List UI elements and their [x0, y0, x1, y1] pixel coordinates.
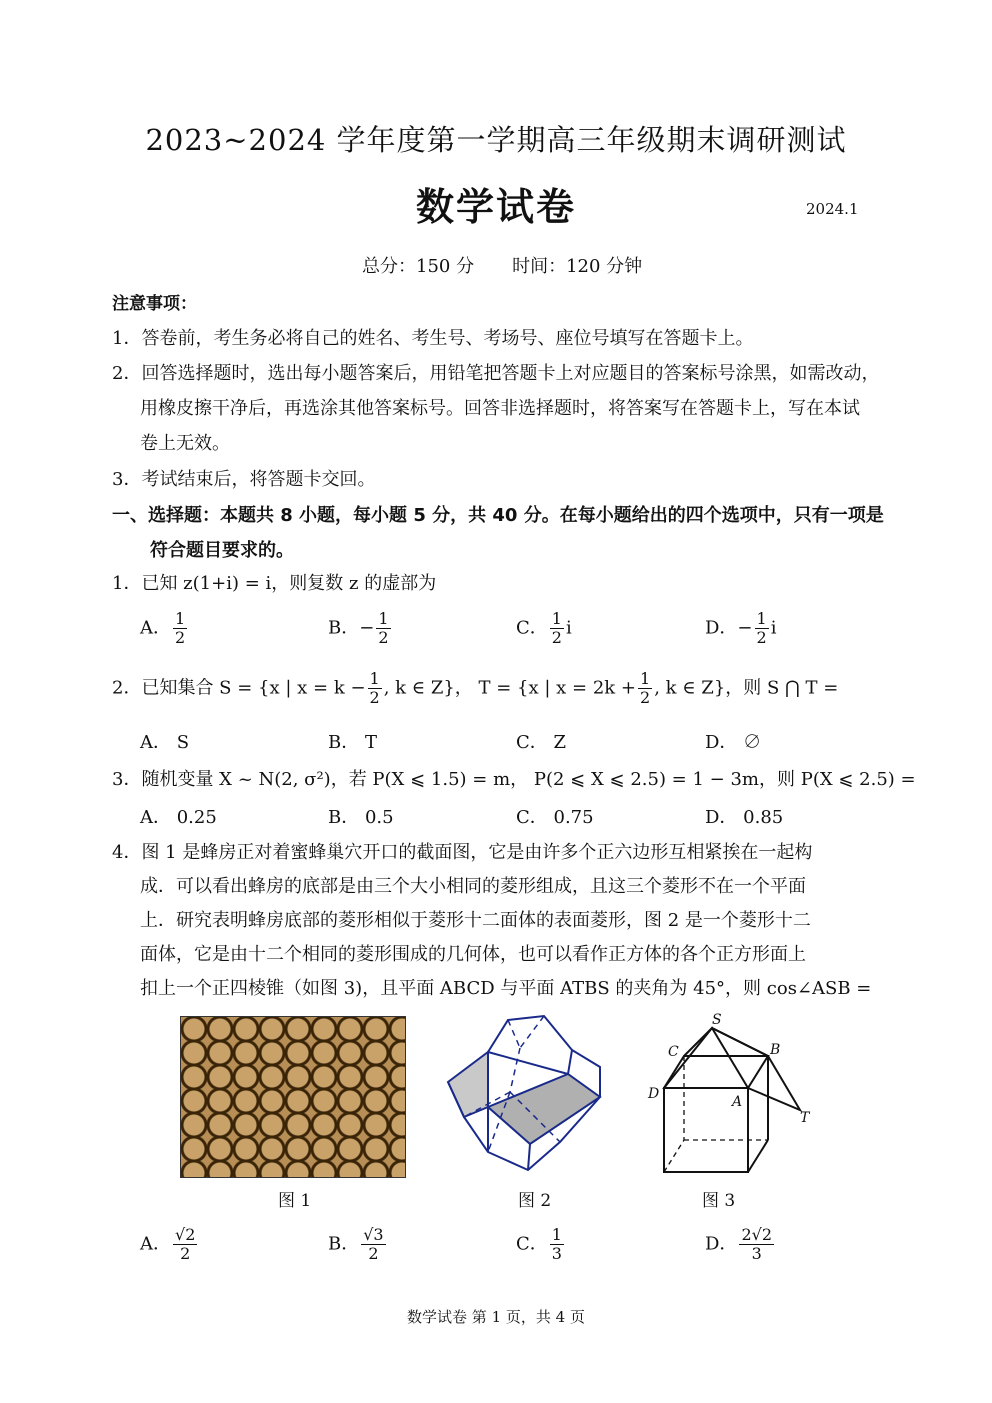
q4-option-c: [516, 1226, 566, 1263]
total-score: 总分：150 分: [362, 256, 475, 277]
fraction: [173, 610, 187, 647]
label-s: S: [712, 1012, 722, 1028]
question-4-line: 上．研究表明蜂房底部的菱形相似于菱形十二面体的表面菱形，图 2 是一个菱形十二: [140, 910, 811, 931]
fraction: [550, 610, 564, 647]
section-heading: 一、选择题：本题共 8 小题，每小题 5 分，共 40 分。在每小题给出的四个选项中，只有一项是: [112, 505, 884, 526]
option-label: C．: [516, 617, 548, 639]
option-label: D．: [705, 1233, 738, 1255]
question-4-line: 4．图 1 是蜂房正对着蜜蜂巢穴开口的截面图，它是由许多个正六边形互相紧挨在一起构: [112, 842, 813, 863]
frac-num: 2√2: [741, 1225, 772, 1244]
label-a: A: [732, 1094, 743, 1110]
note-item: 2．回答选择题时，选出每小题答案后，用铅笔把答题卡上对应题目的答案标号涂黑，如需改动，: [112, 363, 880, 384]
imag-unit: i: [770, 617, 777, 639]
frac-num: √3: [363, 1225, 384, 1244]
frac-den: 2: [551, 628, 562, 647]
q4-option-d: [705, 1226, 776, 1263]
notes-heading: 注意事项：: [112, 294, 197, 314]
frac-num: 1: [175, 609, 186, 628]
frac-num: 1: [551, 1225, 562, 1244]
frac-num: 1: [756, 609, 767, 628]
option-label: D．−: [705, 617, 753, 639]
frac-den: 3: [551, 1244, 562, 1263]
exam-subtitle: 数学试卷: [415, 184, 576, 229]
note-item: 3．考试结束后，将答题卡交回。: [112, 469, 376, 490]
rhombic-dodecahedron-figure: [440, 1012, 610, 1177]
q2-text: , k ∈ Z}， T = {x | x = 2k +: [383, 677, 636, 699]
frac-num: 1: [551, 609, 562, 628]
frac-den: 2: [756, 628, 767, 647]
option-label: C．: [516, 1233, 548, 1255]
question-4-line: 面体，它是由十二个相同的菱形围成的几何体，也可以看作正方体的各个正方形面上: [140, 944, 806, 965]
frac-den: 2: [368, 1244, 379, 1263]
fraction: [638, 670, 652, 707]
exam-meta: [362, 252, 642, 278]
figure-1-caption: 图 1: [278, 1191, 312, 1211]
q4-option-a: [140, 1226, 199, 1263]
note-item: 卷上无效。: [140, 433, 230, 454]
q2-option-c: C． Z: [516, 732, 567, 753]
label-c: C: [668, 1044, 679, 1060]
fraction: [550, 1226, 564, 1263]
frac-den: 2: [180, 1244, 191, 1263]
note-item: 1．答卷前，考生务必将自己的姓名、考生号、考场号、座位号填写在答题卡上。: [112, 328, 754, 349]
question-4-line: 成．可以看出蜂房的底部是由三个大小相同的菱形组成，且这三个菱形不在一个平面: [140, 876, 806, 897]
fraction: [739, 1226, 774, 1263]
frac-num: 1: [640, 669, 651, 688]
honeycomb-photo: [180, 1016, 406, 1178]
exam-title: 2023~2024 学年度第一学期高三年级期末调研测试: [145, 123, 847, 157]
q3-option-b: B． 0.5: [328, 807, 394, 828]
fraction: [755, 610, 769, 647]
question-1-stem: 1．已知 z(1+i) = i，则复数 z 的虚部为: [112, 573, 437, 594]
frac-den: 2: [640, 688, 651, 707]
frac-den: 3: [751, 1244, 762, 1263]
figure-3-caption: 图 3: [702, 1191, 736, 1211]
note-item: 用橡皮擦干净后，再选涂其他答案标号。回答非选择题时，将答案写在答题卡上，写在本试: [140, 398, 860, 419]
q1-option-a: [140, 610, 189, 647]
q1-option-d: [705, 610, 776, 647]
question-3-stem: 3．随机变量 X ~ N(2, σ²)，若 P(X ⩽ 1.5) = m， P(2 ⩽ X ⩽ 2.5) = 1 − 3m，则 P(X ⩽ 2.5) =: [112, 769, 916, 790]
question-2-stem: [112, 670, 838, 707]
q2-text: , k ∈ Z}，则 S ⋂ T =: [654, 677, 839, 699]
q3-option-c: C． 0.75: [516, 807, 594, 828]
option-label: B．: [328, 1233, 360, 1255]
q2-option-b: B． T: [328, 732, 377, 753]
fraction: [368, 670, 382, 707]
frac-den: 2: [175, 628, 186, 647]
fraction: [361, 1226, 385, 1263]
fraction: [376, 610, 390, 647]
q3-option-a: A． 0.25: [140, 807, 217, 828]
q2-option-d: D． ∅: [705, 732, 762, 753]
frac-num: 1: [369, 669, 380, 688]
q2-option-a: A． S: [140, 732, 190, 753]
label-b: B: [770, 1042, 781, 1058]
option-label: B．−: [328, 617, 375, 639]
label-d: D: [648, 1086, 660, 1102]
q4-option-b: [328, 1226, 388, 1263]
page-footer: 数学试卷 第 1 页，共 4 页: [407, 1308, 585, 1326]
exam-time: 时间：120 分钟: [512, 256, 643, 277]
figure-2-caption: 图 2: [518, 1191, 552, 1211]
fraction: [173, 1226, 197, 1263]
q3-option-d: D． 0.85: [705, 807, 784, 828]
section-heading-cont: 符合题目要求的。: [150, 540, 294, 561]
q2-text: 2．已知集合 S = {x | x = k −: [112, 677, 366, 699]
question-4-line: 扣上一个正四棱锥（如图 3)，且平面 ABCD 与平面 ATBS 的夹角为 45°，则 cos∠ASB =: [140, 978, 872, 999]
q1-option-b: [328, 610, 393, 647]
frac-num: √2: [175, 1225, 196, 1244]
cube-pyramid-figure: [640, 1012, 820, 1182]
frac-den: 2: [369, 688, 380, 707]
option-label: A．: [140, 1233, 171, 1255]
option-label: A．: [140, 617, 171, 639]
frac-den: 2: [378, 628, 389, 647]
label-t: T: [800, 1110, 810, 1126]
imag-unit: i: [565, 617, 572, 639]
q1-option-c: [516, 610, 572, 647]
frac-num: 1: [378, 609, 389, 628]
exam-date: 2024.1: [806, 200, 859, 218]
